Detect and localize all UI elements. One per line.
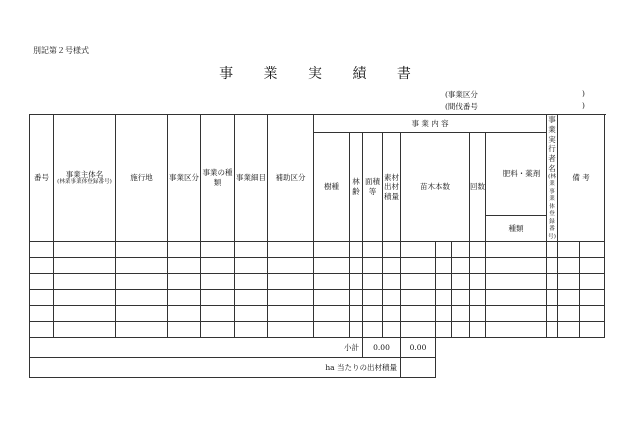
- col-entity-name: [54, 115, 116, 242]
- subtotal-label: 小計: [30, 338, 363, 358]
- table-row: [30, 290, 605, 306]
- per-ha-value: [401, 358, 436, 378]
- col-category: 事業区分: [168, 115, 201, 242]
- col-times: 回数: [470, 133, 486, 242]
- col-number: 番号: [30, 115, 54, 242]
- table-row: [30, 322, 605, 338]
- col-group-content: 事 業 内 容: [314, 115, 547, 133]
- table-row: [30, 306, 605, 322]
- col-type: 事業の種類: [201, 115, 235, 242]
- thinning-number-close: ): [582, 101, 585, 110]
- business-category-field: [445, 89, 595, 99]
- col-implementer: [547, 115, 558, 242]
- implementer-label: 事業実行者名: [548, 115, 556, 173]
- results-table: [29, 114, 605, 378]
- thinning-number-label: (間伐番号: [445, 102, 478, 111]
- form-label: 別記第２号様式: [33, 46, 89, 55]
- col-location: 施行地: [116, 115, 168, 242]
- table-row: [30, 274, 605, 290]
- col-age: 林齢: [350, 133, 363, 242]
- business-category-label: (事業区分: [445, 90, 478, 99]
- col-kind: 種類: [486, 216, 547, 242]
- entity-name-label: 事業主体名: [65, 169, 104, 179]
- entity-registration-note: (林業事業体登録番号): [57, 179, 112, 186]
- col-seedlings: 苗木本数: [401, 133, 470, 242]
- per-ha-row: [30, 358, 605, 378]
- subtotal-row: [30, 338, 605, 358]
- subtotal-value-area: 0.00: [363, 338, 401, 358]
- thinning-number-field: [445, 101, 595, 111]
- implementer-registration-note: (林業事業体登録番号): [548, 173, 556, 240]
- business-category-close: ): [582, 89, 585, 98]
- col-area: 面積等: [363, 133, 383, 242]
- document-title: 事 業 実 績 書: [219, 66, 424, 82]
- col-species: 樹種: [314, 133, 350, 242]
- col-subsidy: 補助区分: [268, 115, 314, 242]
- col-group-fertilizer: 肥料・薬剤: [486, 133, 558, 216]
- col-remarks: 備 考: [558, 115, 605, 242]
- table-row: [30, 258, 605, 274]
- table-row: [30, 242, 605, 258]
- col-detail: 事業細目: [235, 115, 268, 242]
- subtotal-value-timber: 0.00: [401, 338, 436, 358]
- col-timber: 素材出材積量: [383, 133, 401, 242]
- per-ha-label: ha 当たりの出材積量: [30, 358, 401, 378]
